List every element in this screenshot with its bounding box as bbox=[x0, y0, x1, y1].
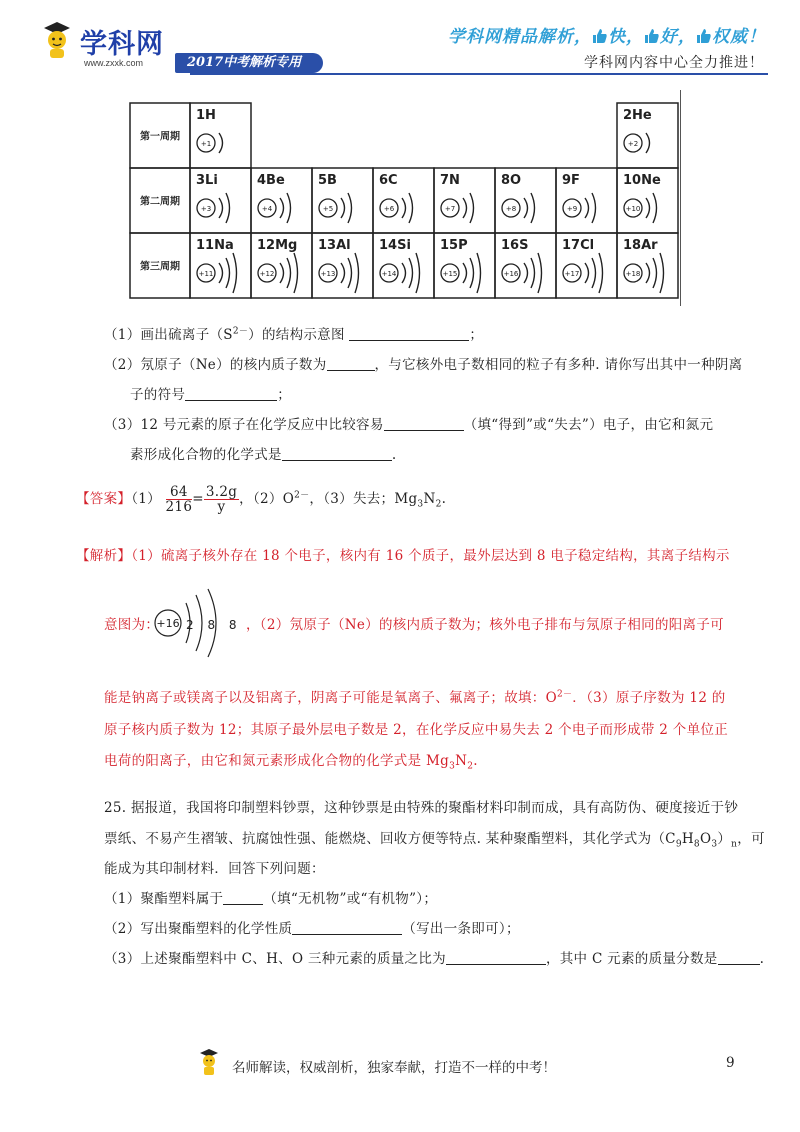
electron-shell bbox=[592, 258, 596, 288]
element-cell bbox=[495, 233, 556, 298]
q25-part2: （2）写出聚酯塑料的化学性质 （写出一条即可）； bbox=[104, 921, 520, 937]
electron-shell bbox=[585, 263, 589, 283]
element-symbol: 17Cl bbox=[562, 238, 595, 253]
element-cell bbox=[251, 233, 312, 298]
logo-url: www.zxxk.com bbox=[84, 58, 144, 68]
element-cell bbox=[617, 233, 678, 298]
answer-blank[interactable] bbox=[185, 387, 277, 401]
electron-shell bbox=[402, 263, 406, 283]
element-symbol: 9F bbox=[562, 173, 580, 188]
analysis-line-4: 原子核内质子数为 12；其原子最外层电子数是 2，在化学反应中易失去 2 个电子而形成带 2 个单位正 bbox=[104, 722, 728, 738]
analysis-line-5: 电荷的阳离子，由它和氮元素形成化合物的化学式是 $Mg_3N_2$. bbox=[104, 753, 478, 772]
electron-shell bbox=[416, 253, 420, 293]
row-label: 第二周期 bbox=[140, 196, 180, 208]
electron-shell bbox=[653, 193, 657, 223]
nucleus-charge: +16 bbox=[503, 270, 519, 278]
slogan-part: 快， bbox=[608, 27, 644, 47]
element-symbol: 12Mg bbox=[257, 238, 298, 253]
answer-blank[interactable] bbox=[718, 951, 760, 965]
electron-shell bbox=[219, 263, 223, 283]
electron-shell bbox=[470, 258, 474, 288]
electron-counts: 2 8 8 bbox=[186, 618, 242, 632]
slogan bbox=[448, 22, 766, 47]
electron-shell bbox=[646, 133, 650, 153]
fraction: $\frac{3.2g}{y}$ bbox=[205, 484, 238, 515]
nucleus-charge: +14 bbox=[381, 270, 397, 278]
periodic-table-figure bbox=[120, 97, 685, 307]
electron-shell bbox=[233, 253, 237, 293]
header-divider bbox=[190, 73, 768, 75]
nucleus-charge: +8 bbox=[505, 205, 517, 213]
element-symbol: 13Al bbox=[318, 238, 351, 253]
electron-shell bbox=[477, 253, 481, 293]
analysis-line-3: 能是钠离子或镁离子以及铝离子，阴离子可能是氧离子、氟离子；故填：$O^{2-}$．（3）原子序数为 12 的 bbox=[104, 689, 726, 706]
nucleus-charge: +12 bbox=[259, 270, 275, 278]
q25-part1: （1）聚酯塑料属于 （填“无机物”或“有机物”）； bbox=[104, 891, 438, 907]
element-symbol: 6C bbox=[379, 173, 398, 188]
answer-blank[interactable] bbox=[223, 891, 263, 905]
element-symbol: 11Na bbox=[196, 238, 234, 253]
electron-shell bbox=[287, 193, 291, 223]
element-cell bbox=[190, 168, 251, 233]
element-symbol: 3Li bbox=[196, 173, 218, 188]
answer-blank[interactable] bbox=[292, 921, 402, 935]
nucleus-charge: +4 bbox=[261, 205, 273, 213]
element-cell bbox=[495, 168, 556, 233]
answer-blank[interactable] bbox=[327, 357, 375, 371]
logo-name: 学科网 bbox=[80, 29, 164, 60]
electron-shell bbox=[538, 253, 542, 293]
element-cell bbox=[617, 168, 678, 233]
nucleus-charge: +11 bbox=[198, 270, 214, 278]
q24-part1: （1）画出硫离子$(S^{2-})$的结构示意图 ； bbox=[104, 326, 484, 343]
slogan-part: 好， bbox=[660, 27, 696, 47]
element-symbol: 14Si bbox=[379, 238, 411, 253]
element-symbol: 1H bbox=[196, 108, 216, 123]
analysis-line-2b: ，（2）氖原子（Ne）的核内质子数为；核外电子排布与氖原子相同的阳离子可 bbox=[246, 617, 724, 633]
answer-label: 【答案】 bbox=[76, 491, 132, 507]
analysis-line-1: 【解析】（1）硫离子核外存在 18 个电子，核内有 16 个质子，最外层达到 8 电子稳定结构，其离子结构示 bbox=[76, 548, 730, 564]
exam-banner: 2017中考解析专用 bbox=[175, 53, 323, 73]
electron-shell bbox=[280, 198, 284, 218]
electron-shell bbox=[599, 253, 603, 293]
q25-line-2: 票纸、不易产生褶皱、抗腐蚀性强、能燃烧、回收方便等特点. 某种聚酯塑料，其化学式为$(C_9H_8O_3)_n$，可 bbox=[104, 831, 765, 850]
element-symbol: 5B bbox=[318, 173, 337, 188]
answer-blank[interactable] bbox=[446, 951, 546, 965]
electron-shell bbox=[294, 253, 298, 293]
element-cell bbox=[312, 233, 373, 298]
row-label: 第三周期 bbox=[140, 261, 180, 273]
nucleus-charge: +13 bbox=[320, 270, 336, 278]
answer-blank[interactable] bbox=[282, 447, 392, 461]
element-symbol: 2He bbox=[623, 108, 652, 123]
element-symbol: 18Ar bbox=[623, 238, 658, 253]
electron-shell bbox=[653, 258, 657, 288]
logo bbox=[40, 18, 190, 68]
electron-shell bbox=[463, 198, 467, 218]
electron-shell bbox=[226, 193, 230, 223]
slogan-part: 权威！ bbox=[712, 27, 766, 47]
thumbs-up-icon bbox=[644, 28, 660, 44]
q25-part3: （3）上述聚酯塑料中 C、H、O 三种元素的质量之比为 ，其中 C 元素的质量分数是 . bbox=[104, 951, 765, 967]
element-cell bbox=[251, 168, 312, 233]
nucleus-charge: +18 bbox=[625, 270, 641, 278]
element-symbol: 10Ne bbox=[623, 173, 661, 188]
electron-shell bbox=[409, 193, 413, 223]
nucleus-charge: +6 bbox=[383, 205, 395, 213]
electron-shell bbox=[524, 198, 528, 218]
electron-shell bbox=[348, 193, 352, 223]
element-symbol: 4Be bbox=[257, 173, 285, 188]
electron-shell bbox=[585, 198, 589, 218]
element-cell bbox=[373, 233, 434, 298]
nucleus-charge: +9 bbox=[566, 205, 578, 213]
q24-part3-cont: 素形成化合物的化学式是 . bbox=[130, 447, 397, 463]
element-cell bbox=[190, 233, 251, 298]
electron-shell bbox=[226, 258, 230, 288]
thumbs-up-icon bbox=[592, 28, 608, 44]
electron-shell bbox=[646, 198, 650, 218]
answer-blank[interactable] bbox=[384, 417, 464, 431]
electron-shell bbox=[280, 263, 284, 283]
element-symbol: 15P bbox=[440, 238, 468, 253]
element-cell bbox=[373, 168, 434, 233]
element-symbol: 16S bbox=[501, 238, 529, 253]
thumbs-up-icon bbox=[696, 28, 712, 44]
nucleus-charge: +2 bbox=[627, 140, 639, 148]
electron-shell bbox=[341, 198, 345, 218]
electron-shell bbox=[524, 263, 528, 283]
element-cell bbox=[434, 233, 495, 298]
page-header bbox=[0, 0, 800, 90]
element-cell bbox=[190, 103, 251, 168]
electron-shell bbox=[348, 258, 352, 288]
element-cell bbox=[556, 168, 617, 233]
element-cell bbox=[617, 103, 678, 168]
electron-shell bbox=[402, 198, 406, 218]
electron-shell bbox=[355, 253, 359, 293]
element-symbol: 7N bbox=[440, 173, 460, 188]
mascot-icon bbox=[198, 1048, 220, 1076]
element-cell bbox=[556, 233, 617, 298]
nucleus-charge: +5 bbox=[322, 205, 334, 213]
analysis-line-2: 意图为： bbox=[104, 617, 160, 633]
nucleus-label: +16 bbox=[156, 617, 180, 630]
electron-shell bbox=[287, 258, 291, 288]
electron-shell bbox=[470, 193, 474, 223]
electron-shell bbox=[531, 193, 535, 223]
sulfur-ion-diagram bbox=[152, 585, 242, 661]
row-label: 第一周期 bbox=[140, 131, 180, 143]
electron-shell bbox=[660, 253, 664, 293]
slogan-part: 学科网精品解析， bbox=[448, 27, 592, 47]
electron-shell bbox=[592, 193, 596, 223]
electron-shell bbox=[646, 263, 650, 283]
electron-shell bbox=[219, 198, 223, 218]
tagline: 学科网内容中心全力推进！ bbox=[584, 55, 764, 71]
q25-line-1: 25. 据报道，我国将印制塑料钞票，这种钞票是由特殊的聚酯材料印制而成，具有高防伪、硬度接近于钞 bbox=[104, 800, 739, 816]
nucleus-charge: +10 bbox=[625, 205, 641, 213]
nucleus-charge: +3 bbox=[200, 205, 212, 213]
q25-line-3: 能成为其印制材料．回答下列问题： bbox=[104, 861, 325, 877]
element-symbol: 8O bbox=[501, 173, 522, 188]
page-number: 9 bbox=[726, 1055, 735, 1071]
fraction: $\frac{64}{216}$ bbox=[165, 484, 193, 515]
nucleus-charge: +1 bbox=[200, 140, 212, 148]
q24-part3: （3）12 号元素的原子在化学反应中比较容易 （填“得到”或“失去”）电子，由它和氮元 bbox=[104, 417, 714, 433]
element-cell bbox=[312, 168, 373, 233]
electron-shell bbox=[219, 133, 223, 153]
footer-text: 名师解读，权威剖析，独家奉献，打造不一样的中考！ bbox=[232, 1060, 556, 1076]
mascot-icon bbox=[40, 20, 74, 60]
electron-shell bbox=[341, 263, 345, 283]
q24-part2: （2）氖原子（Ne）的核内质子数为 ，与它核外电子数相同的粒子有多种. 请你写出其中一种阴离 bbox=[104, 357, 743, 373]
electron-shell bbox=[409, 258, 413, 288]
nucleus-charge: +17 bbox=[564, 270, 580, 278]
answer-blank[interactable] bbox=[349, 327, 469, 341]
analysis-label: 【解析】 bbox=[76, 548, 132, 564]
electron-shell bbox=[463, 263, 467, 283]
q24-part2-cont: 子的符号 ； bbox=[130, 387, 292, 403]
nucleus-charge: +15 bbox=[442, 270, 458, 278]
nucleus-charge: +7 bbox=[444, 205, 456, 213]
answer-block: 【答案】（1） $\frac{64}{216}$ = $\frac{3.2g}{y}$ ，$(2)O^{2-}$，（3）失去；$Mg_3N_2$. bbox=[76, 484, 447, 515]
element-cell bbox=[434, 168, 495, 233]
electron-shell bbox=[531, 258, 535, 288]
